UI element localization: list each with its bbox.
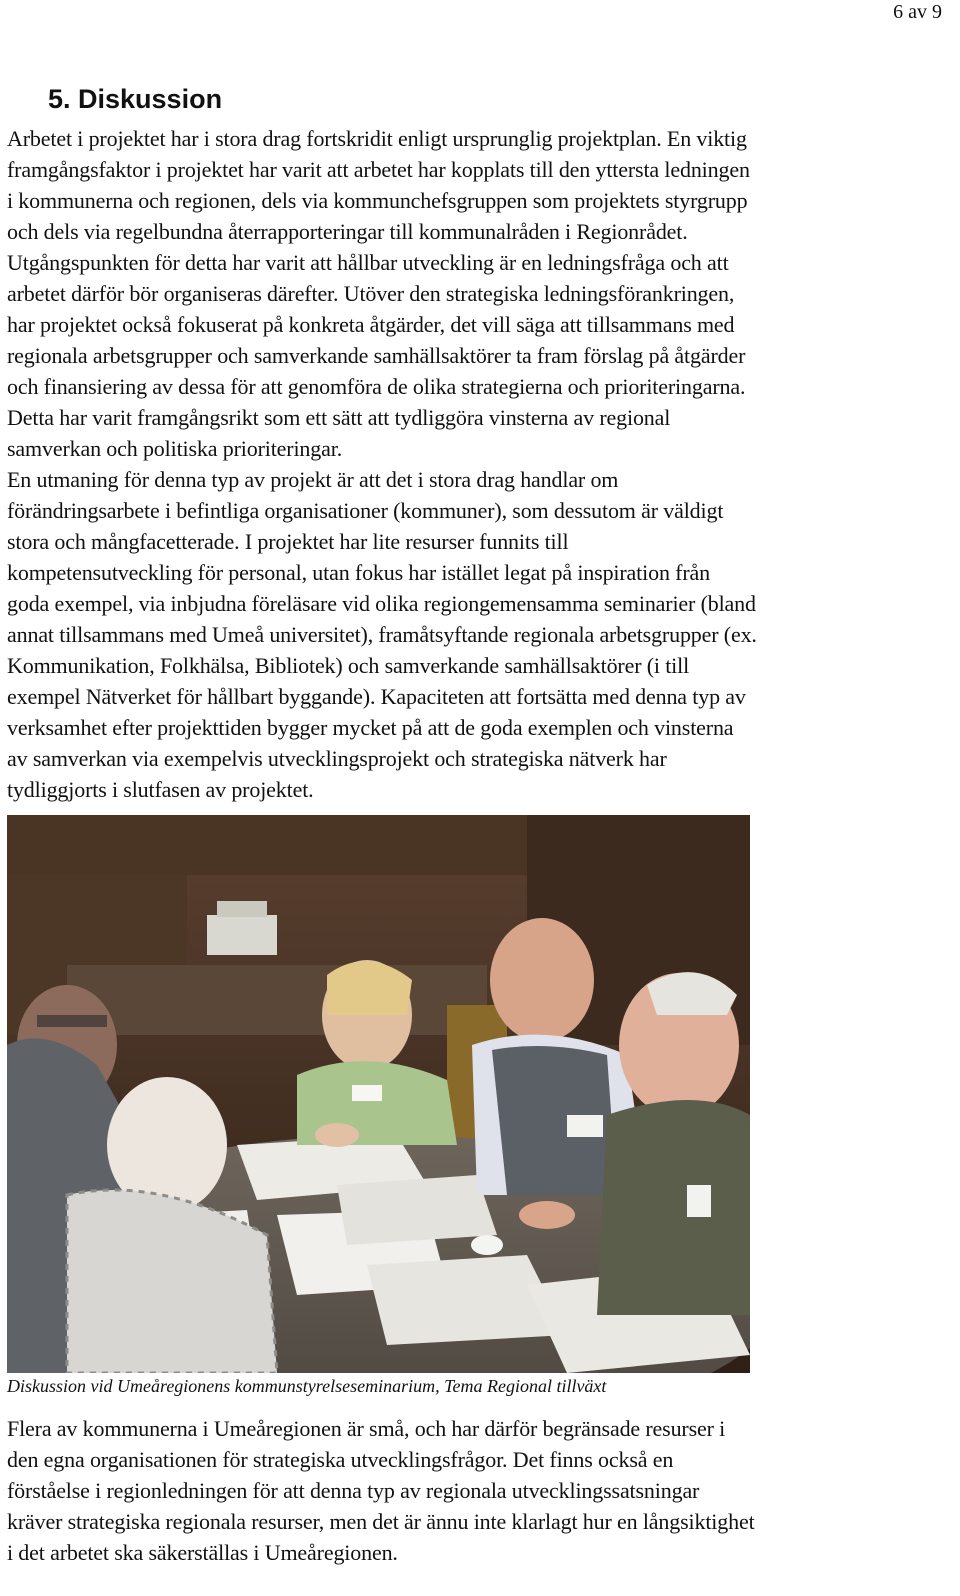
- text-line: Arbetet i projektet har i stora drag fortskridit enligt ursprunglig projektplan. En viktig: [7, 126, 747, 151]
- text-line: verksamhet efter projekttiden bygger mycket på att de goda exemplen och vinsterna: [7, 715, 734, 740]
- page-number: 6 av 9: [893, 1, 942, 23]
- text-line: stora och mångfacetterade. I projektet har lite resurser funnits till: [7, 529, 569, 554]
- discussion-photo: [7, 815, 750, 1373]
- text-line: förändringsarbete i befintliga organisationer (kommuner), som dessutom är väldigt: [7, 498, 724, 523]
- text-line: förståelse i regionledningen för att denna typ av regionala utvecklingssatsningar: [7, 1478, 700, 1503]
- text-line: annat tillsammans med Umeå universitet), framåtsyftande regionala arbetsgrupper (ex.: [7, 622, 757, 647]
- text-line: har projektet också fokuserat på konkreta åtgärder, det vill säga att tillsammans med: [7, 312, 735, 337]
- body-text-discussion: [7, 123, 952, 805]
- text-line: regionala arbetsgrupper och samverkande samhällsaktörer ta fram förslag på åtgärder: [7, 343, 746, 368]
- text-line: exempel Nätverket för hållbart byggande). Kapaciteten att fortsätta med denna typ av: [7, 684, 746, 709]
- text-line: av samverkan via exempelvis utvecklingsprojekt och strategiska nätverk har: [7, 746, 667, 771]
- text-line: kräver strategiska regionala resurser, men det är ännu inte klarlagt hur en långsiktighet: [7, 1509, 755, 1534]
- text-line: Utgångspunkten för detta har varit att hållbar utveckling är en ledningsfråga och att: [7, 250, 729, 275]
- text-line: tydliggjorts i slutfasen av projektet.: [7, 777, 314, 802]
- text-line: den egna organisationen för strategiska utvecklingsfrågor. Det finns också en: [7, 1447, 674, 1472]
- text-line: samverkan och politiska prioriteringar.: [7, 436, 343, 461]
- text-line: En utmaning för denna typ av projekt är att det i stora drag handlar om: [7, 467, 619, 492]
- text-line: arbetet därför bör organiseras därefter. Utöver den strategiska ledningsförankringen,: [7, 281, 735, 306]
- text-line: och dels via regelbundna återrapporteringar till kommunalråden i Regionrådet.: [7, 219, 688, 244]
- text-line: i det arbetet ska säkerställas i Umeåregionen.: [7, 1540, 398, 1565]
- text-line: i kommunerna och regionen, dels via kommunchefsgruppen som projektets styrgrupp: [7, 188, 748, 213]
- text-line: och finansiering av dessa för att genomföra de olika strategierna och prioriteringarna.: [7, 374, 746, 399]
- text-line: framgångsfaktor i projektet har varit att arbetet har kopplats till den yttersta ledningen: [7, 157, 750, 182]
- text-line: kompetensutveckling för personal, utan fokus har istället legat på inspiration från: [7, 560, 710, 585]
- text-line: Kommunikation, Folkhälsa, Bibliotek) och samverkande samhällsaktörer (i till: [7, 653, 690, 678]
- text-line: Flera av kommunerna i Umeåregionen är små, och har därför begränsade resurser i: [7, 1416, 726, 1441]
- section-heading: 5. Diskussion: [48, 84, 223, 114]
- body-text-resources: [7, 1413, 952, 1568]
- text-line: goda exempel, via inbjudna föreläsare vid olika regiongemensamma seminarier (bland: [7, 591, 756, 616]
- photo-caption: Diskussion vid Umeåregionens kommunstyrelseseminarium, Tema Regional tillväxt: [7, 1376, 607, 1396]
- text-line: Detta har varit framgångsrikt som ett sätt att tydliggöra vinsterna av regional: [7, 405, 671, 430]
